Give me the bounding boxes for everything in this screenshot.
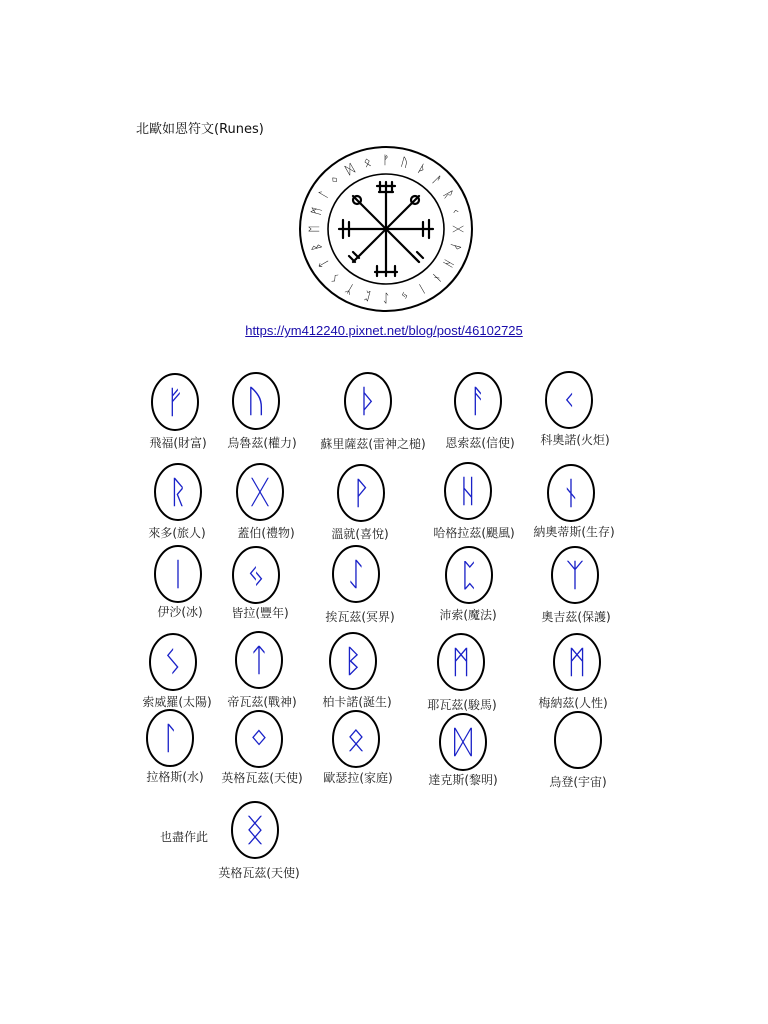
compass-ring-rune: ᛗ [308,205,325,217]
compass-ring-rune: ᛊ [327,270,343,286]
rune-glyph: ᛉ [565,556,585,594]
rune-label: 烏魯茲(權力) [227,436,297,450]
rune-glyph: ᛈ [459,556,479,594]
rune-stone-icon [547,630,607,694]
rune-glyph: ᚺ [458,472,478,510]
compass-ring-rune: ᚱ [440,187,457,202]
rune-label: 柏卡諾(誕生) [322,695,392,709]
rune-stone-icon [145,370,205,434]
rune-label: 索威羅(太陽) [142,695,212,709]
compass-ring-rune: ᚲ [447,205,464,217]
compass-ring-rune: ᚷ [451,225,465,233]
rune-glyph: ᛝ [245,811,265,849]
rune-label: 奧吉茲(保護) [541,610,611,624]
rune-label: 哈格拉茲(颶風) [433,526,515,540]
rune-label: 帝瓦茲(戰神) [227,695,297,709]
rune-glyph: ᛜ [249,720,269,758]
rune-stone-icon [230,460,290,524]
rune-glyph: ᛁ [168,555,188,593]
rune-label: 歐瑟拉(家庭) [323,771,393,785]
rune-stone-icon [229,628,289,692]
rune-stone-icon [539,368,599,432]
rune-glyph: ᛇ [346,555,366,593]
rune-glyph: ᛒ [343,642,363,680]
rune-glyph: ᛞ [453,723,473,761]
compass-ring-rune: ᛚ [315,187,332,202]
rune-glyph: ᚲ [559,381,579,419]
compass-ring-rune: ᛃ [399,287,410,304]
rune-glyph: ᚾ [561,474,581,512]
compass-ring-rune: ᚨ [429,172,445,188]
compass-ring-rune: ᚦ [415,161,429,178]
rune-label: 科奧諾(火炬) [540,433,610,447]
compass-ring-rune: ᛁ [415,280,429,297]
rune-glyph: ᛗ [567,643,587,681]
rune-stone-icon [140,706,200,770]
compass-ring-rune: ᛇ [382,291,390,305]
rune-label: 挨瓦茲(冥界) [325,610,395,624]
rune-label: 耶瓦茲(駿馬) [427,698,497,712]
rune-label: 梅納茲(人性) [538,696,608,710]
rune-stone-icon [143,630,203,694]
rune-stone-icon [326,542,386,606]
compass-ring-rune: ᛏ [315,256,332,271]
rune-label: 蓋伯(禮物) [237,526,295,540]
compass-ring-rune: ᛉ [343,280,357,297]
compass-ring-rune: ᚾ [429,270,445,286]
rune-glyph: ᛚ [160,719,180,757]
rune-stone-icon [439,543,499,607]
rune-glyph: ᚢ [246,382,266,420]
rune-glyph: ᛃ [246,556,266,594]
rune-glyph: ᛟ [346,720,366,758]
rune-glyph: ᚱ [168,473,188,511]
source-link[interactable]: https://ym412240.pixnet.net/blog/post/46102725 [245,323,523,338]
rune-glyph: ᚦ [358,382,378,420]
compass-ring-rune: ᚹ [447,241,464,253]
note-text: 也盡作此 [160,830,209,844]
rune-label: 伊沙(冰) [157,605,203,619]
rune-glyph: ᚠ [165,383,185,421]
rune-label: 來多(旅人) [148,526,206,540]
rune-label: 拉格斯(水) [146,770,204,784]
rune-stone-icon [148,460,208,524]
vegvisir-compass-image [297,144,475,314]
compass-ring-rune: ᚺ [440,256,457,271]
rune-label: 納奧蒂斯(生存) [533,525,615,539]
rune-stone-icon [438,459,498,523]
rune-stone-icon [338,369,398,433]
rune-label: 烏登(宇宙) [549,775,607,789]
rune-label: 沛索(魔法) [439,608,497,622]
rune-label: 達克斯(黎明) [428,773,498,787]
rune-glyph: ᚹ [351,474,371,512]
rune-stone-icon [431,630,491,694]
rune-label: 溫就(喜悅) [331,527,389,541]
rune-stone-icon [433,710,493,774]
rune-label: 英格瓦茲(天使) [218,866,300,880]
compass-ring-rune: ᛈ [362,287,373,304]
compass-ring-rune: ᚢ [399,154,410,171]
rune-label: 飛福(財富) [149,436,207,450]
rune-label: 恩索茲(信使) [445,436,515,450]
rune-stone-icon [331,461,391,525]
rune-glyph: ᚨ [468,382,488,420]
rune-stone-icon [545,543,605,607]
compass-ring-rune: ᛟ [362,154,373,171]
rune-glyph: ᛊ [163,643,183,681]
rune-glyph: ᛗ [451,643,471,681]
rune-stone-icon [448,369,508,433]
rune-stone-icon [323,629,383,693]
rune-label: 英格瓦茲(天使) [221,771,303,785]
rune-glyph: ᛏ [249,641,269,679]
compass-ring-rune: ᛖ [307,225,321,233]
rune-label: 皆拉(豐年) [231,606,289,620]
rune-glyph: ᚷ [250,473,270,511]
compass-ring-rune: ᛜ [327,172,343,188]
rune-stone-icon [226,543,286,607]
rune-label: 蘇里薩茲(雷神之槌) [320,437,426,451]
rune-stone-icon [541,461,601,525]
rune-stone-icon [148,542,208,606]
rune-stone-icon [229,707,289,771]
rune-stone-icon [226,369,286,433]
document-title: 北歐如恩符文(Runes) [136,122,264,137]
compass-ring-rune: ᛒ [308,241,325,253]
compass-ring-rune: ᛞ [343,161,357,178]
rune-stone-icon [225,798,285,862]
rune-stone-icon [326,707,386,771]
rune-stone-icon [548,708,608,772]
compass-ring-rune: ᚠ [382,153,390,167]
